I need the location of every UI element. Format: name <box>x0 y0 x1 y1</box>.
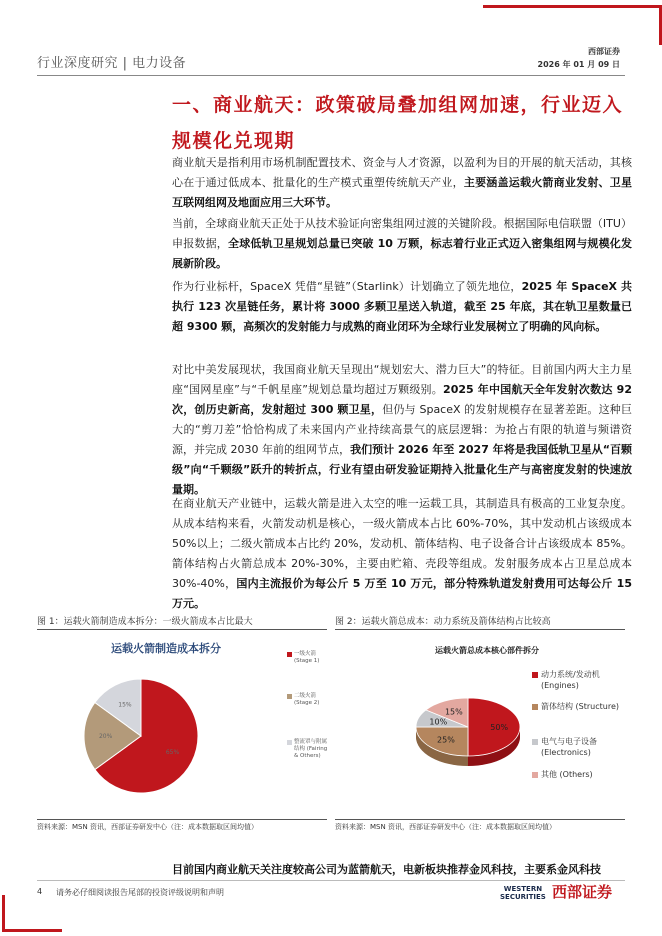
chart-1-slice-label-2: 15% <box>118 701 132 709</box>
chart-2-legend-label: 其他 (Others) <box>541 770 593 779</box>
chart-1-legend-label: 一级火箭 (Stage 1) <box>294 651 320 664</box>
figure-2-top-rule <box>335 629 625 630</box>
figure-2-chart <box>335 631 630 815</box>
paragraph-2-text: 当前，全球商业航天正处于从技术验证向密集组网过渡的关键阶段。根据国际电信联盟（ITU）申报数据， <box>172 217 632 250</box>
conclusion-text: 目前国内商业航天关注度较高公司为蓝箭航天，电新板块推荐金风科技，主要系金风科技 <box>172 863 601 876</box>
chart-1-legend-swatch <box>287 694 292 699</box>
paragraph-1-text: 商业航天是指利用市场机制配置技术、资金与人才资源，以盈利为目的开展的航天活动，其核心在于通过低成本、批量化的生产模式重塑传统航天产业， <box>172 156 632 189</box>
chart-2-slice-label-2: 10% <box>429 717 448 727</box>
chart-2-legend-swatch <box>532 739 538 745</box>
chart-2-legend-label: 电气与电子设备 (Electronics) <box>541 737 597 757</box>
header-section: 行业深度研究 | 电力设备 <box>37 56 187 71</box>
chart-1-legend-item <box>294 693 330 707</box>
figure-2-source: 资料来源：MSN 资讯，西部证券研发中心（注：成本数据取区间均值） <box>335 823 556 831</box>
paragraph-1-bold: 主要涵盖运载火箭商业发射、卫星互联网组网及地面应用三大环节。 <box>172 176 633 209</box>
paragraph-4-text-a: 对比中美发展现状，我国商业航天呈现出“规划宏大、潜力巨大”的特征。目前国内两大主力星座“国网星座”与“千帆星座”规划总量均超过万颗级别。 <box>172 363 632 396</box>
paragraph-4-text-b: 但仍与 SpaceX 的发射规模存在显著差距。这种巨大的“剪刀差”恰恰构成了未来国内产业持续高景气的底层逻辑：为抢占有限的轨道与频谱资源，并完成 2030 年前的组网节点， <box>172 403 632 456</box>
paragraph-3-bold: 2025 年 SpaceX 共执行 123 次星链任务，累计将 3000 多颗卫星送入轨道，截至 25 年底，其在轨卫星数量已超 9300 颗，高频次的发射能力与成熟的商业闭环为全球行业发展树立了明确的风向标。 <box>172 280 632 333</box>
figure-2-caption: 图 2：运载火箭总成本：动力系统及箭体结构占比较高 <box>335 617 551 627</box>
header-date: 2026 年 01 月 09 日 <box>537 60 620 69</box>
figure-1-chart <box>44 631 328 815</box>
chart-1-legend-label: 整流罩与附属结构 (Fairing & Others) <box>294 739 328 759</box>
figure-1-bottom-rule <box>37 819 327 820</box>
paragraph-5 <box>172 494 632 614</box>
chart-1-legend-item <box>294 651 330 665</box>
chart-1-legend-swatch <box>287 652 292 657</box>
chart-2-slice-label-0: 50% <box>490 723 509 732</box>
figure-1-caption: 图 1：运载火箭制造成本拆分：一级火箭成本占比最大 <box>37 617 253 627</box>
paragraph-3 <box>172 277 632 337</box>
chart-1-legend-item <box>294 739 330 760</box>
paragraph-4 <box>172 360 632 500</box>
corner-decoration-bottom <box>2 929 62 932</box>
chart-2-legend-item <box>541 736 631 758</box>
chart-1-title: 运载火箭制造成本拆分 <box>111 642 221 655</box>
chart-1-slice-label-0: 65% <box>165 749 180 757</box>
figure-2-bottom-rule <box>335 819 625 820</box>
header-divider <box>37 75 625 76</box>
logo-chinese: 西部证券 <box>552 883 613 901</box>
chart-2-legend-swatch <box>532 772 538 778</box>
chart-2-legend-swatch <box>532 704 538 710</box>
chart-1-pie <box>44 631 322 815</box>
paragraph-4-bold-b: 我们预计 2026 年至 2027 年将是我国低轨卫星从“百颗级”向“千颗级”跃升的转折点，行业有望由研发验证期持入批量化生产与高密度发射的快速放量期。 <box>172 443 632 496</box>
paragraph-4-bold-a: 2025 年中国航天全年发射次数达 92 次，创历史新高，发射超过 300 颗卫星， <box>172 383 632 416</box>
logo-english: WESTERN SECURITIES <box>500 885 546 901</box>
chart-2-title: 运载火箭总成本核心部件拆分 <box>435 646 539 655</box>
chart-2-legend-item <box>541 669 631 691</box>
chart-2-legend-label: 动力系统/发动机 (Engines) <box>541 670 600 690</box>
chart-2-slice-label-1: 25% <box>437 735 455 745</box>
paragraph-1 <box>172 153 632 213</box>
paragraph-5-text: 在商业航天产业链中，运载火箭是进入太空的唯一运载工具，其制造具有极高的工业复杂度。从成本结构来看，火箭发动机是核心，一级火箭成本占比 60%-70%，其中发动机占该级成本 50%以上；二级火箭成本占比约 20%，发动机、箭体结构、电子设备合计占该级成本 85%。箭体结构占火箭总成本 20%-30%，主要由贮箱、壳段等组成。发射服务成本占卫星总成本 30%-40%， <box>172 497 632 590</box>
paragraph-2 <box>172 214 632 274</box>
corner-decoration-left <box>2 895 5 932</box>
chart-1-legend-label: 二级火箭 (Stage 2) <box>294 693 320 706</box>
chart-2-legend-item <box>541 769 631 780</box>
paragraph-2-bold: 全球低轨卫星规划总量已突破 10 万颗，标志着行业正式迈入密集组网与规模化发展新阶段。 <box>172 237 633 270</box>
footer-disclaimer: 请务必仔细阅读报告尾部的投资评级说明和声明 <box>56 888 224 897</box>
footer-page-number: 4 <box>37 887 43 896</box>
chart-1-slice-label-1: 20% <box>98 733 113 740</box>
chart-2-legend-swatch <box>532 672 538 678</box>
figure-1-source: 资料来源：MSN 资讯，西部证券研发中心（注：成本数据取区间均值） <box>37 823 258 831</box>
chart-2-slice-label-3: 15% <box>444 707 463 717</box>
corner-decoration-top <box>483 5 661 8</box>
chart-2-legend-item <box>541 701 631 712</box>
section-title: 一、商业航天：政策破局叠加组网加速，行业迈入规模化兑现期 <box>172 94 624 152</box>
header-firm: 西部证券 <box>588 47 620 56</box>
footer-divider <box>37 880 625 881</box>
paragraph-3-text: 作为行业标杆，SpaceX 凭借“星链”（Starlink）计划确立了领先地位， <box>172 280 522 293</box>
figure-1-top-rule <box>37 629 327 630</box>
chart-1-legend-swatch <box>287 740 292 745</box>
chart-2-legend-label: 箭体结构 (Structure) <box>541 702 619 711</box>
chart-2-pie <box>335 631 630 815</box>
paragraph-5-bold: 国内主流报价为每公斤 5 万至 10 万元，部分特殊轨道发射费用可达每公斤 15 万元。 <box>172 577 632 610</box>
